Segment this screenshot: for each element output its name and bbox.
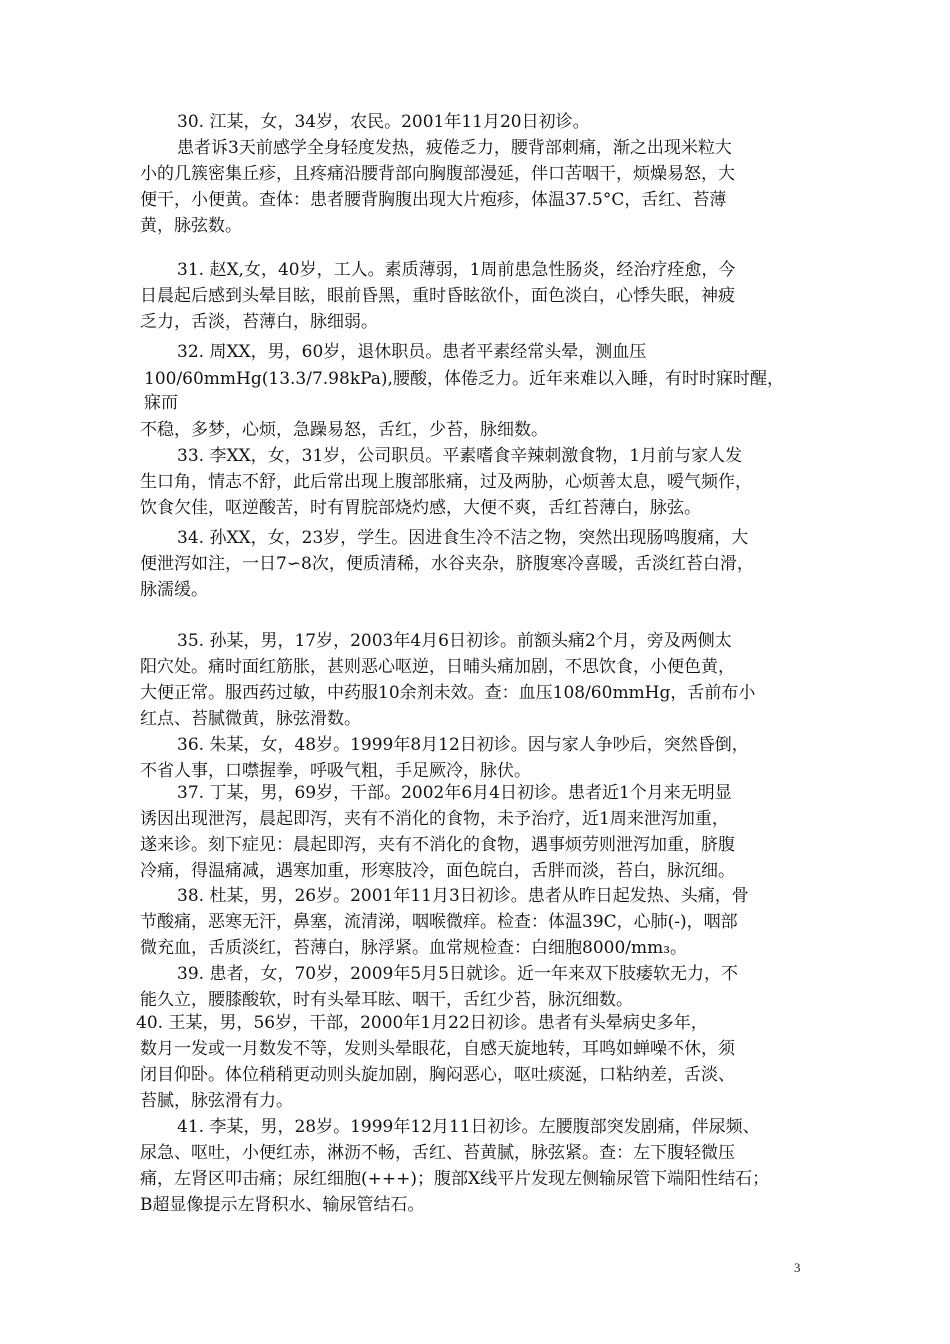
case-37-line-2: 诱因出现泄泻，晨起即泻，夹有不消化的食物，未予治疗，近1周来泄泻加重，	[140, 809, 729, 829]
case-41-line-3: 痛，左肾区叩击痛；尿红细胞(+++)；腹部X线平片发现左侧输尿管下端阳性结石；	[140, 1169, 770, 1189]
case-40-line-4: 苔腻，脉弦滑有力。	[140, 1091, 293, 1111]
case-32-line-2: 100/60mmHg(13.3/7.98kPa),腰酸，体倦乏力。近年来难以入睡，有时时寐时醒，	[144, 369, 784, 389]
case-34-line-1: 34. 孙XX，女，23岁，学生。因进食生冷不洁之物，突然出现肠鸣腹痛，大	[177, 528, 749, 548]
case-36-line-2: 不省人事，口噤握拳，呼吸气粗，手足厥冷，脉伏。	[140, 761, 531, 781]
case-34-line-2: 便泄泻如注，一日7∽8次，便质清稀，水谷夹杂，脐腹寒冷喜暖，舌淡红苔白滑，	[140, 554, 754, 574]
case-35-line-2: 阳穴处。痛时面红筋胀，甚则恶心呕逆，日晡头痛加剧，不思饮食，小便色黄，	[140, 657, 735, 677]
case-31-line-3: 乏力，舌淡，苔薄白，脉细弱。	[140, 312, 378, 332]
case-30-line-4: 便干，小便黄。查体：患者腰背胸腹出现大片疱疹，体温37.5°C，舌红、苔薄	[140, 190, 727, 210]
case-35-line-4: 红点、苔腻微黄，脉弦滑数。	[140, 709, 361, 729]
case-41-line-2: 尿急、呕吐，小便红赤，淋沥不畅，舌红、苔黄腻，脉弦紧。查：左下腹轻微压	[140, 1143, 735, 1163]
case-30-line-3: 小的几簇密集丘疹，且疼痛沿腰背部向胸腹部漫延，伴口苦咽干，烦燥易怒，大	[140, 164, 735, 184]
case-41-line-1: 41. 李某，男，28岁。1999年12月11日初诊。左腰腹部突发剧痛，伴尿频、	[177, 1117, 760, 1137]
case-31-line-2: 日晨起后感到头晕目眩，眼前昏黑，重时昏眩欲仆，面色淡白，心悸失眠，神疲	[140, 286, 735, 306]
case-37-line-3: 遂来诊。刻下症见：晨起即泻，夹有不消化的食物，遇事烦劳则泄泻加重，脐腹	[140, 835, 735, 855]
case-30-line-1: 30. 江某，女，34岁，农民。2001年11月20日初诊。	[177, 112, 590, 132]
case-39-line-2: 能久立，腰膝酸软，时有头晕耳眩、咽干，舌红少苔，脉沉细数。	[140, 990, 633, 1010]
case-35-line-3: 大便正常。服西药过敏，中药服10余剂未效。查：血压108/60mmHg，舌前布小	[140, 683, 756, 703]
case-30-line-2: 患者诉3天前感学全身轻度发热，疲倦乏力，腰背部刺痛，渐之出现米粒大	[177, 138, 732, 158]
case-32-line-4: 不稳，多梦，心烦，急躁易怒，舌红，少苔，脉细数。	[140, 420, 548, 440]
case-41-line-4: B超显像提示左肾积水、输尿管结石。	[140, 1195, 425, 1215]
case-34-line-3: 脉濡缓。	[140, 580, 208, 600]
case-40-line-2: 数月一发或一月数发不等，发则头晕眼花，自感天旋地转，耳鸣如蝉噪不休，须	[140, 1039, 735, 1059]
case-38-line-2: 节酸痛，恶寒无汗，鼻塞，流清涕，咽喉微痒。检查：体温39C，心肺(-)，咽部	[140, 912, 738, 932]
case-33-line-3: 饮食欠佳，呕逆酸苦，时有胃脘部烧灼感，大便不爽，舌红苔薄白，脉弦。	[140, 498, 701, 518]
case-32-line-1: 32. 周XX，男，60岁，退休职员。患者平素经常头晕，测血压	[177, 342, 647, 362]
case-30-line-5: 黄，脉弦数。	[140, 216, 242, 236]
case-40-line-3: 闭目仰卧。体位稍稍更动则头旋加剧，胸闷恶心，呕吐痰涎，口粘纳差，舌淡、	[140, 1065, 735, 1085]
case-37-line-1: 37. 丁某，男，69岁，干部。2002年6月4日初诊。患者近1个月来无明显	[177, 783, 732, 803]
case-31-line-1: 31. 赵X,女，40岁，工人。素质薄弱，1周前患急性肠炎，经治疗痊愈，今	[177, 260, 736, 280]
case-32-line-3: 寐而	[144, 393, 178, 413]
case-38-line-1: 38. 杜某，男，26岁。2001年11月3日初诊。患者从昨日起发热、头痛，骨	[177, 886, 749, 906]
case-36-line-1: 36. 朱某，女，48岁。1999年8月12日初诊。因与家人争吵后，突然昏倒，	[177, 735, 749, 755]
case-33-line-1: 33. 李XX，女，31岁，公司职员。平素嗜食辛辣刺激食物，1月前与家人发	[177, 446, 743, 466]
case-33-line-2: 生口角，情志不舒，此后常出现上腹部胀痛，过及两胁，心烦善太息，嗳气频作，	[140, 472, 752, 492]
case-39-line-1: 39. 患者，女，70岁，2009年5月5日就诊。近一年来双下肢痿软无力，不	[177, 964, 738, 984]
case-38-line-3: 微充血，舌质淡红，苔薄白，脉浮紧。血常规检查：白细胞8000/mm₃。	[140, 938, 688, 958]
page-number: 3	[794, 1260, 801, 1275]
case-35-line-1: 35. 孙某，男，17岁，2003年4月6日初诊。前额头痛2个月，旁及两侧太	[177, 631, 732, 651]
case-37-line-4: 冷痛，得温痛减，遇寒加重，形寒肢冷，面色皖白，舌胖而淡，苔白，脉沉细。	[140, 861, 735, 881]
case-40-line-1: 40. 王某，男，56岁，干部，2000年1月22日初诊。患者有头晕病史多年，	[136, 1013, 708, 1033]
